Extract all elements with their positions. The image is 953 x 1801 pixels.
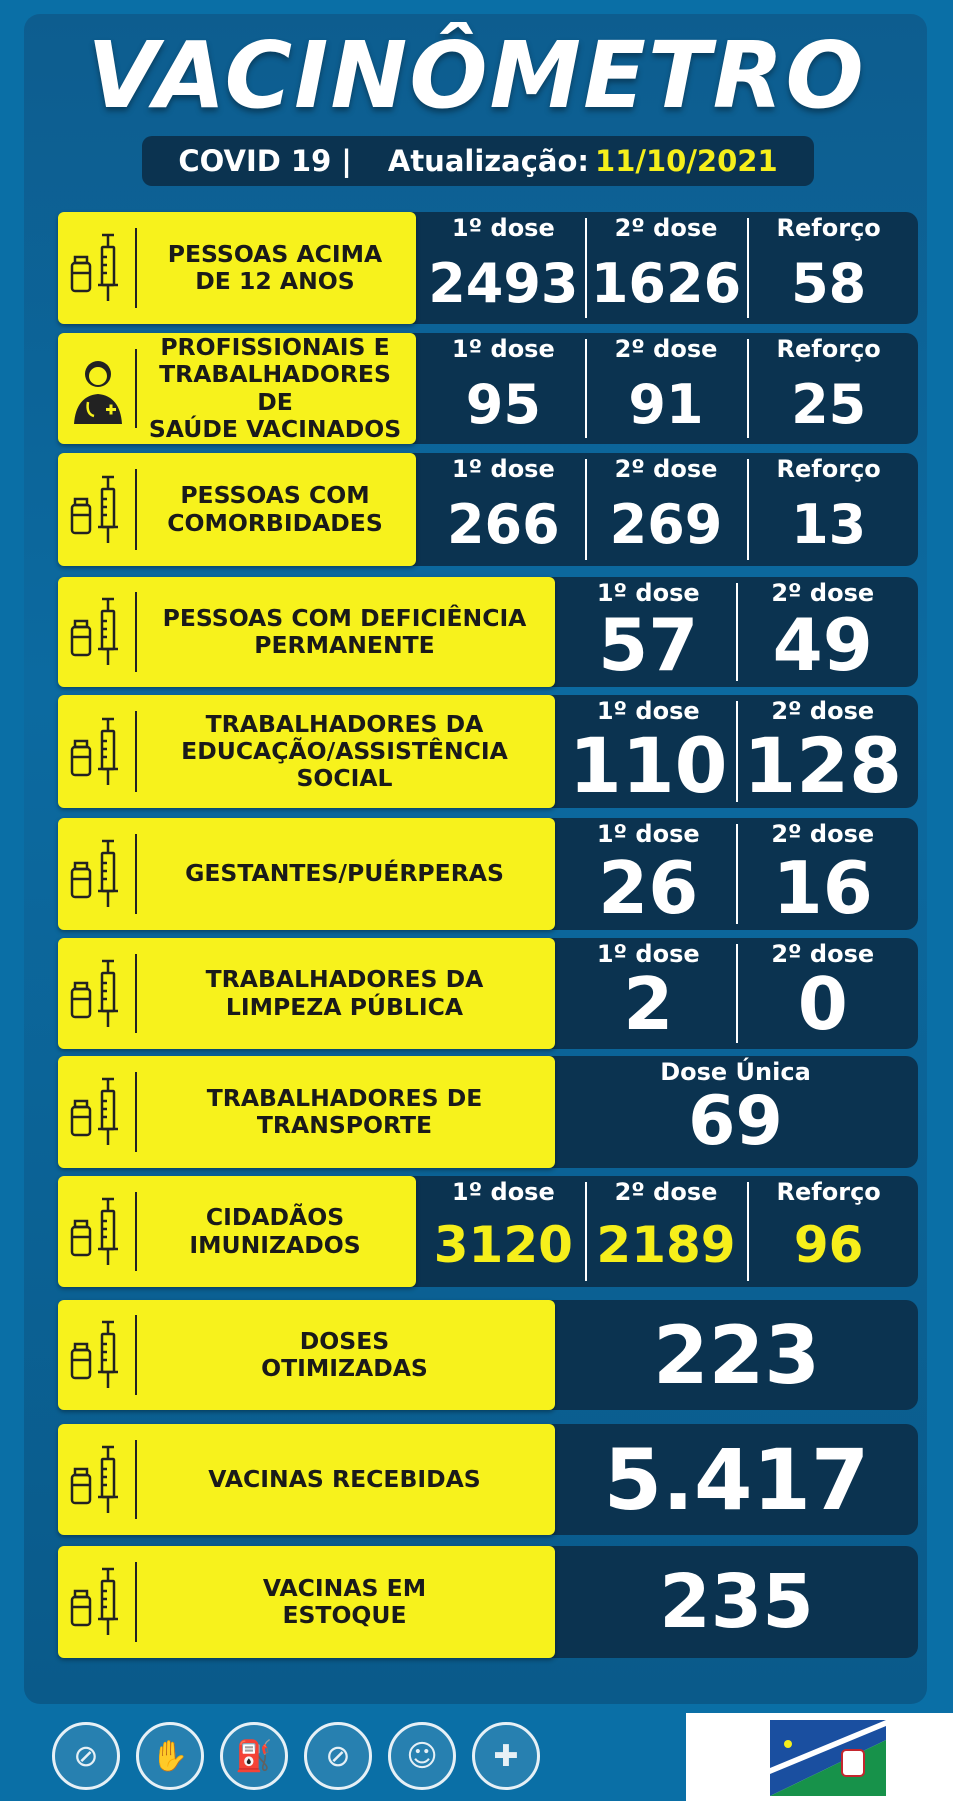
dose-columns (561, 1056, 910, 1168)
hand-wash-icon: ✋ (136, 1722, 204, 1790)
dose-columns (422, 453, 910, 566)
dose-value: 13 (791, 493, 867, 556)
dose-header: 2º dose (771, 697, 875, 725)
divider (135, 711, 137, 792)
municipal-flag-icon (770, 1720, 886, 1796)
divider (135, 1072, 137, 1153)
dose-column (561, 695, 736, 808)
syringe-vial-icon (64, 1563, 132, 1641)
total-value: 223 (653, 1308, 820, 1402)
stat-row (58, 938, 918, 1049)
update-bar (142, 136, 814, 186)
stat-row (58, 577, 918, 687)
doctor-icon (64, 350, 132, 428)
divider (135, 1315, 137, 1394)
stat-row (58, 1056, 918, 1168)
category-label: PESSOAS COM DEFICIÊNCIA PERMANENTE (162, 603, 527, 659)
category-label: PESSOAS COM COMORBIDADES (167, 481, 383, 537)
dose-header: Reforço (776, 214, 881, 242)
dose-columns (561, 938, 910, 1049)
category-label: CIDADÃOS IMUNIZADOS (189, 1203, 361, 1259)
divider (135, 228, 137, 309)
dose-header: 2º dose (771, 579, 875, 607)
category-label: GESTANTES/PUÉRPERAS (185, 859, 504, 888)
dose-column (736, 577, 911, 687)
dose-header: Reforço (776, 1178, 881, 1206)
dose-value: 26 (598, 846, 699, 930)
dose-column (422, 453, 585, 566)
dose-header: Reforço (776, 455, 881, 483)
dose-column (422, 212, 585, 324)
dose-column (585, 333, 748, 444)
dose-value: 269 (609, 493, 723, 556)
dose-value: 58 (791, 252, 867, 315)
syringe-vial-icon (64, 1073, 132, 1151)
syringe-vial-icon (64, 1441, 132, 1519)
stat-row (58, 453, 918, 566)
dose-columns (561, 577, 910, 687)
category-label: VACINAS EM ESTOQUE (262, 1573, 427, 1629)
category-label: PROFISSIONAIS E TRABALHADORES DE SAÚDE VACINADOS (148, 333, 402, 443)
category-label-box (58, 1056, 555, 1168)
dose-value: 266 (446, 493, 560, 556)
dose-value: 2 (623, 962, 674, 1046)
category-label: PESSOAS ACIMA DE 12 ANOS (167, 239, 383, 295)
syringe-vial-icon (64, 593, 132, 671)
dose-value: 3120 (433, 1216, 573, 1274)
stat-row (58, 1300, 918, 1410)
category-label: TRABALHADORES DA LIMPEZA PÚBLICA (205, 965, 484, 1021)
dose-value: 95 (465, 373, 541, 436)
syringe-vial-icon (64, 229, 132, 307)
total-value: 235 (659, 1559, 814, 1645)
dose-header: 2º dose (614, 335, 718, 363)
stat-row (58, 695, 918, 808)
stat-row (58, 333, 918, 444)
dose-column (585, 453, 748, 566)
syringe-vial-icon (64, 835, 132, 913)
dose-columns (422, 1176, 910, 1287)
dose-header: 1º dose (596, 579, 700, 607)
dose-header: 1º dose (596, 820, 700, 848)
dose-value: 110 (568, 721, 728, 810)
dose-value: 0 (797, 962, 848, 1046)
separator: | (341, 144, 352, 178)
dose-value: 2189 (596, 1216, 736, 1274)
category-label-box (58, 938, 555, 1049)
dose-value: 25 (791, 373, 867, 436)
dose-columns (561, 695, 910, 808)
dose-header: 1º dose (451, 1178, 555, 1206)
stat-row (58, 1176, 918, 1287)
dose-header: 2º dose (614, 214, 718, 242)
total-value: 5.417 (603, 1430, 870, 1529)
dose-header: 2º dose (771, 820, 875, 848)
dose-header: 1º dose (451, 455, 555, 483)
category-label-box (58, 1424, 555, 1535)
category-label: VACINAS RECEBIDAS (208, 1464, 481, 1493)
divider (135, 834, 137, 915)
dose-column (561, 577, 736, 687)
dose-value: 49 (772, 603, 873, 687)
dose-column (736, 818, 911, 930)
dose-columns (561, 818, 910, 930)
no-handshake-icon: ⊘ (52, 1722, 120, 1790)
category-label-box (58, 212, 416, 324)
page-title: VACINÔMETRO (87, 22, 866, 129)
stat-row (58, 1424, 918, 1535)
dose-header: Dose Única (660, 1058, 811, 1086)
dose-header: 1º dose (451, 335, 555, 363)
dose-header: 2º dose (614, 455, 718, 483)
category-label: DOSES OTIMIZADAS (261, 1326, 428, 1382)
category-label-box (58, 818, 555, 930)
spray-icon: ✚ (472, 1722, 540, 1790)
mask-icon: ☺ (388, 1722, 456, 1790)
category-label-box (58, 695, 555, 808)
category-label-box (58, 333, 416, 444)
syringe-vial-icon (64, 713, 132, 791)
dose-value: 16 (772, 846, 873, 930)
update-label: Atualização: (387, 144, 590, 178)
dose-header: 2º dose (771, 940, 875, 968)
dose-column (747, 333, 910, 444)
dose-value: 69 (688, 1082, 783, 1161)
stat-row (58, 818, 918, 930)
dose-column (585, 1176, 748, 1287)
dose-header: 1º dose (596, 940, 700, 968)
dose-column (561, 818, 736, 930)
divider (135, 1192, 137, 1272)
syringe-vial-icon (64, 1193, 132, 1271)
category-label: TRABALHADORES DE TRANSPORTE (206, 1083, 483, 1139)
syringe-vial-icon (64, 471, 132, 549)
category-label-box (58, 1176, 416, 1287)
stat-row (58, 212, 918, 324)
divider (135, 469, 137, 550)
dose-column (561, 938, 736, 1049)
sanitizer-icon: ⛽ (220, 1722, 288, 1790)
divider (135, 1562, 137, 1643)
category-label-box (58, 453, 416, 566)
dose-header: Reforço (776, 335, 881, 363)
dose-column (585, 212, 748, 324)
divider (135, 349, 137, 429)
dose-column (747, 453, 910, 566)
dose-value: 96 (793, 1216, 864, 1274)
dose-value: 1626 (590, 252, 742, 315)
dose-column (422, 333, 585, 444)
dose-header: 2º dose (614, 1178, 718, 1206)
dose-column (561, 1056, 910, 1168)
dose-value: 2493 (428, 252, 579, 315)
dose-value: 91 (628, 373, 704, 436)
no-crowd-icon: ⊘ (304, 1722, 372, 1790)
dose-column (736, 695, 911, 808)
category-label-box (58, 1546, 555, 1658)
dose-header: 1º dose (596, 697, 700, 725)
dose-column (422, 1176, 585, 1287)
divider (135, 954, 137, 1034)
covid-label: COVID 19 (178, 144, 332, 178)
dose-column (736, 938, 911, 1049)
dose-value: 128 (743, 721, 903, 810)
dose-column (747, 212, 910, 324)
category-label-box (58, 577, 555, 687)
divider (135, 1440, 137, 1520)
dose-columns (422, 212, 910, 324)
stat-row (58, 1546, 918, 1658)
category-label-box (58, 1300, 555, 1410)
divider (135, 592, 137, 671)
category-label: TRABALHADORES DA EDUCAÇÃO/ASSISTÊNCIA SOCIAL (181, 709, 508, 792)
update-date: 11/10/2021 (595, 144, 778, 178)
dose-value: 57 (598, 603, 699, 687)
dose-columns (422, 333, 910, 444)
syringe-vial-icon (64, 955, 132, 1033)
dose-header: 1º dose (451, 214, 555, 242)
dose-column (747, 1176, 910, 1287)
syringe-vial-icon (64, 1316, 132, 1394)
